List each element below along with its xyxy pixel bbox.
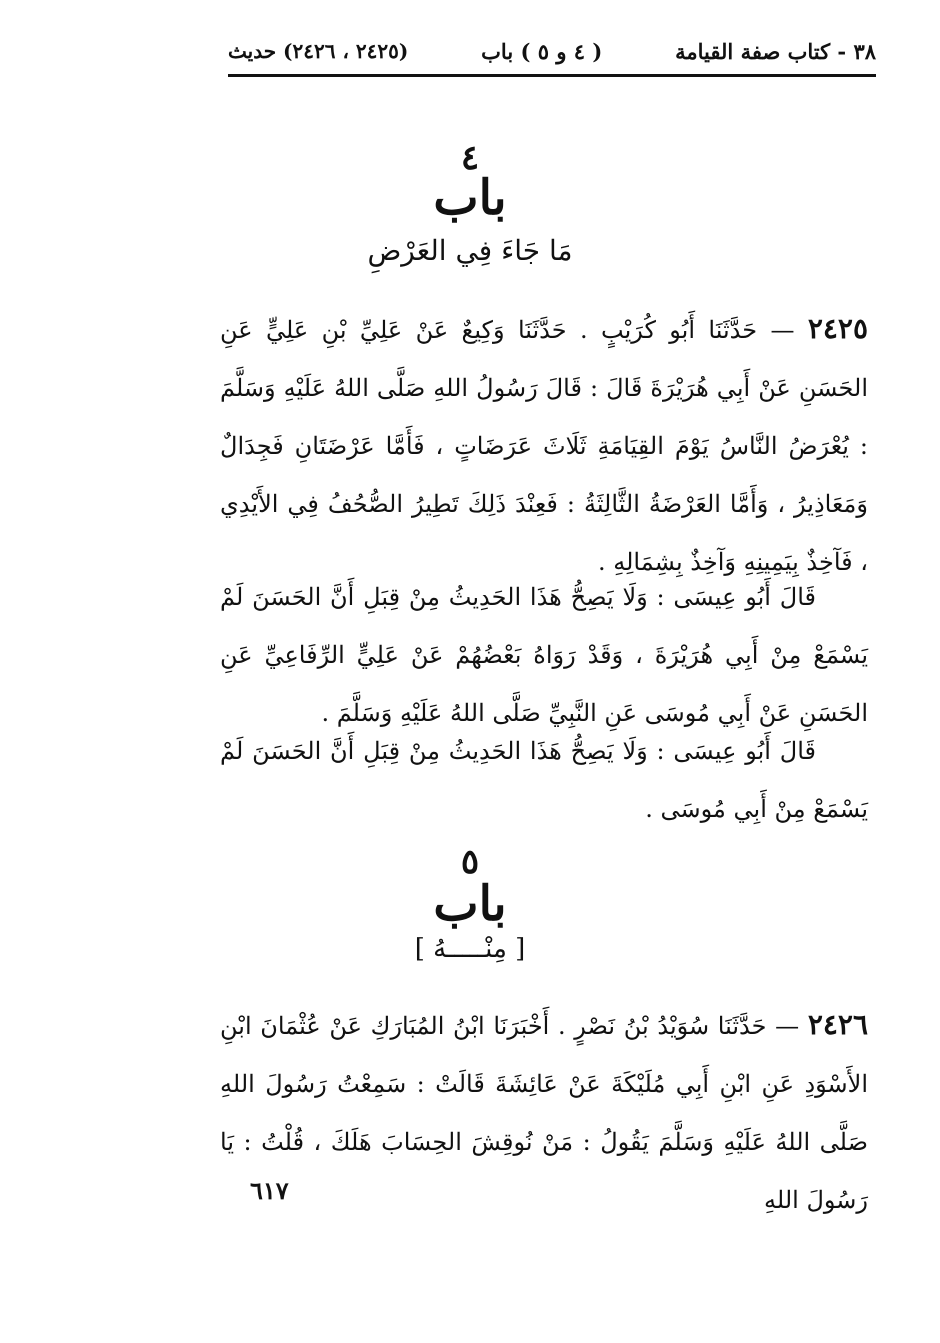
hadith-text: — حَدَّثَنَا سُوَيْدُ بْنُ نَصْرٍ . أَخْبَرَنَا ابْنُ المُبَارَكِ عَنْ عُثْمَانَ ابْنِ الأَسْوَدِ عَنِ ابْنِ أَبِي مُلَيْكَةَ عَنْ عَائِشَةَ قَالَتْ : سَمِعْتُ رَسُولَ اللهِ صَلَّى اللهُ عَلَيْهِ وَسَلَّمَ يَقُولُ : مَنْ نُوقِشَ الحِسَابَ هَلَكَ ، قُلْتُ : يَا رَسُولَ اللهِ (220, 1012, 868, 1214)
section-title: [ مِنْـــــهُ ] (414, 934, 526, 964)
hadith-range: (٢٤٢٥ ، ٢٤٢٦) حديث (228, 39, 409, 63)
section-heading: باب (433, 170, 507, 226)
hadith-text: — حَدَّثَنَا أَبُو كُرَيْبٍ . حَدَّثَنَا وَكِيعٌ عَنْ عَلِيِّ بْنِ عَلِيٍّ عَنِ الحَسَنِ عَنْ أَبِي هُرَيْرَةَ قَالَ : قَالَ رَسُولُ اللهِ صَلَّى اللهُ عَلَيْهِ وَسَلَّمَ : يُعْرَضُ النَّاسُ يَوْمَ القِيَامَةِ ثَلَاثَ عَرَضَاتٍ ، فَأَمَّا عَرْضَتَانِ فَجِدَالٌ وَمَعَاذِيرُ ، وَأَمَّا العَرْضَةُ الثَّالِثَةُ : فَعِنْدَ ذَلِكَ تَطِيرُ الصُّحُفُ فِي الأَيْدِي ، فَآخِذٌ بِيَمِينِهِ وَآخِذٌ بِشِمَالِهِ . (220, 316, 868, 576)
hadith-paragraph (220, 300, 868, 591)
page-number: ٦١٧ (250, 1176, 289, 1205)
running-header (228, 28, 876, 77)
hadith-number: ٢٤٢٥ (807, 312, 868, 345)
hadith-number: ٢٤٢٦ (807, 1008, 868, 1041)
chapter-range: ( ٤ و ٥ ) باب (481, 38, 603, 64)
section-number: ٥ (460, 842, 480, 882)
commentary-paragraph: قَالَ أَبُو عِيسَى : وَلَا يَصِحُّ هَذَا الحَدِيثُ مِنْ قِبَلِ أَنَّ الحَسَنَ لَمْ يَسْمَعْ مِنْ أَبِي هُرَيْرَةَ ، وَقَدْ رَوَاهُ بَعْضُهُمْ عَنْ عَلِيٍّ الرِّفَاعِيِّ عَنِ الحَسَنِ عَنْ أَبِي مُوسَى عَنِ النَّبِيِّ صَلَّى اللهُ عَلَيْهِ وَسَلَّمَ . (220, 583, 868, 727)
section-title: مَا جَاءَ فِي العَرْضِ (367, 234, 573, 267)
hadith-paragraph (220, 996, 868, 1229)
commentary-paragraph: قَالَ أَبُو عِيسَى : وَلَا يَصِحُّ هَذَا الحَدِيثُ مِنْ قِبَلِ أَنَّ الحَسَنَ لَمْ يَسْمَعْ مِنْ أَبِي مُوسَى . (220, 737, 868, 823)
section-heading: باب (433, 876, 507, 932)
section-number: ٤ (460, 138, 480, 178)
running-title: ٣٨ - كتاب صفة القيامة (675, 38, 876, 64)
